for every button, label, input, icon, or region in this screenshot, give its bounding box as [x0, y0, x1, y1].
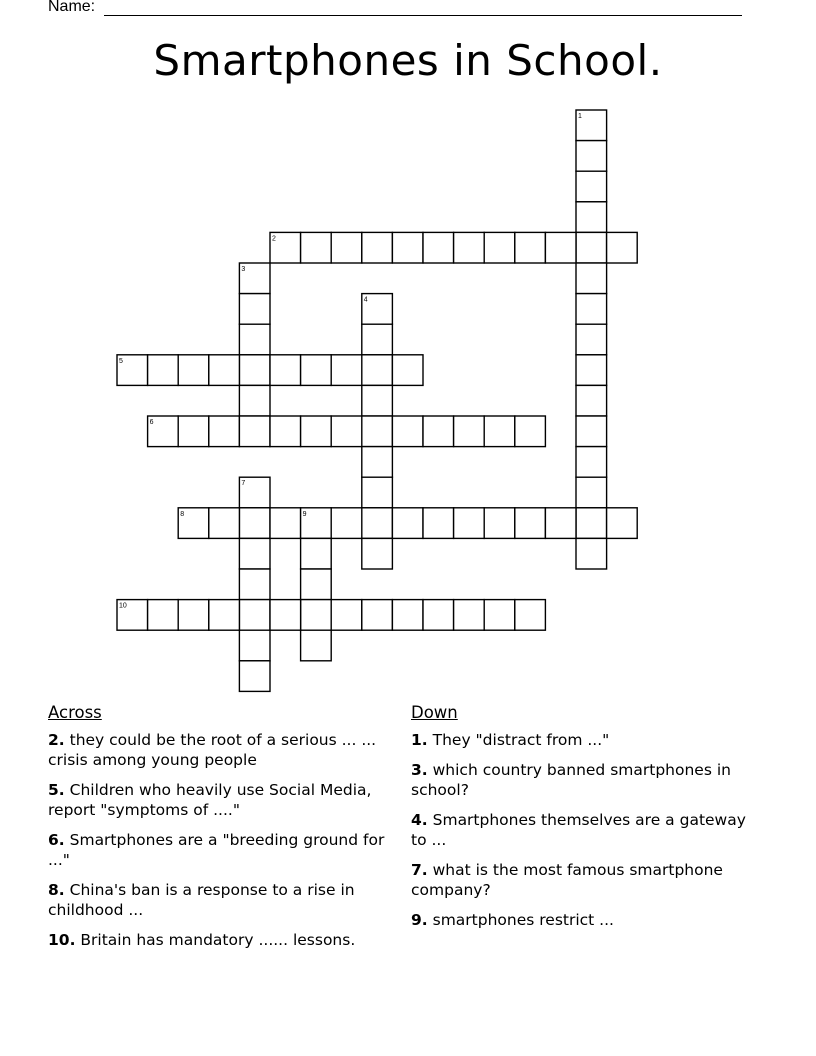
crossword-cell[interactable] [392, 416, 423, 447]
crossword-cell[interactable] [209, 355, 240, 386]
crossword-cell[interactable] [576, 385, 607, 416]
cell-number: 6 [149, 419, 154, 426]
crossword-cell[interactable] [423, 600, 454, 631]
crossword-cell[interactable] [454, 232, 485, 263]
crossword-cell[interactable] [576, 202, 607, 233]
crossword-cell[interactable] [331, 508, 362, 539]
across-clue-2: 2. they could be the root of a serious ... ... crisis among young people [48, 731, 377, 769]
crossword-cell[interactable] [362, 416, 393, 447]
cell-number: 7 [241, 480, 246, 488]
across-clue-6: 6. Smartphones are a "breeding ground for ..." [48, 831, 385, 869]
crossword-cell[interactable] [209, 508, 240, 539]
crossword-cell[interactable] [209, 416, 240, 447]
across-clue-10: 10. Britain has mandatory ...... lessons. [48, 931, 356, 949]
crossword-cell[interactable] [576, 416, 607, 447]
cell-number: 9 [302, 510, 307, 518]
crossword-cell[interactable] [576, 294, 607, 325]
crossword-cell[interactable] [331, 416, 362, 447]
crossword-cell[interactable] [301, 416, 332, 447]
down-heading: Down [411, 703, 458, 722]
crossword-cell[interactable] [576, 324, 607, 355]
crossword-cell[interactable] [270, 600, 301, 631]
crossword-cell[interactable] [362, 355, 393, 386]
crossword-cell[interactable] [576, 355, 607, 386]
crossword-cell[interactable] [576, 171, 607, 202]
cell-number: 2 [272, 235, 276, 243]
crossword-cell[interactable] [484, 600, 515, 631]
crossword-cell[interactable] [239, 294, 270, 325]
crossword-cell[interactable] [576, 538, 607, 569]
crossword-cell[interactable] [484, 508, 515, 539]
crossword-cell[interactable] [423, 416, 454, 447]
crossword-cell[interactable] [362, 385, 393, 416]
down-clue-4: 4. Smartphones themselves are a gateway to ... [411, 811, 746, 849]
across-clue-5: 5. Children who heavily use Social Media, report "symptoms of ...." [48, 781, 372, 819]
crossword-cell[interactable] [576, 141, 607, 172]
crossword-cell[interactable] [331, 232, 362, 263]
crossword-cell[interactable] [545, 232, 576, 263]
crossword-cell[interactable] [331, 600, 362, 631]
crossword-cell[interactable] [362, 508, 393, 539]
crossword-cell[interactable] [178, 600, 209, 631]
crossword-cell[interactable] [301, 600, 332, 631]
crossword-cell[interactable] [209, 600, 240, 631]
crossword-cell[interactable] [576, 477, 607, 508]
crossword-cell[interactable] [178, 355, 209, 386]
crossword-cell[interactable] [515, 416, 546, 447]
crossword-cell[interactable] [607, 232, 638, 263]
crossword-cell[interactable] [362, 477, 393, 508]
crossword-cell[interactable] [423, 232, 454, 263]
crossword-cell[interactable] [148, 600, 179, 631]
crossword-cell[interactable] [301, 538, 332, 569]
crossword-cell[interactable] [576, 232, 607, 263]
cell-number: 4 [363, 296, 368, 304]
crossword-cell[interactable] [545, 508, 576, 539]
across-clues [48, 703, 388, 960]
crossword-cell[interactable] [239, 324, 270, 355]
crossword-cell[interactable] [576, 263, 607, 294]
crossword-cell[interactable] [576, 447, 607, 478]
crossword-cell[interactable] [270, 416, 301, 447]
crossword-cell[interactable] [239, 538, 270, 569]
crossword-cell[interactable] [392, 508, 423, 539]
crossword-cell[interactable] [484, 416, 515, 447]
crossword-cell[interactable] [607, 508, 638, 539]
crossword-cell[interactable] [454, 508, 485, 539]
crossword-cell[interactable] [239, 661, 270, 692]
crossword-cell[interactable] [270, 355, 301, 386]
down-clue-7: 7. what is the most famous smartphone company? [411, 861, 723, 899]
crossword-cell[interactable] [239, 355, 270, 386]
crossword-cell[interactable] [362, 324, 393, 355]
cell-number: 8 [180, 510, 185, 518]
across-heading: Across [48, 703, 102, 722]
crossword-cell[interactable] [239, 385, 270, 416]
crossword-cell[interactable] [239, 600, 270, 631]
crossword-cell[interactable] [362, 447, 393, 478]
crossword-cell[interactable] [362, 232, 393, 263]
crossword-cell[interactable] [515, 600, 546, 631]
crossword-cell[interactable] [178, 416, 209, 447]
cell-number: 1 [578, 113, 582, 120]
down-clue-1: 1. They "distract from ..." [411, 731, 610, 749]
crossword-cell[interactable] [148, 355, 179, 386]
down-clue-3: 3. which country banned smartphones in school? [411, 761, 731, 799]
page-title: Smartphones in School. [153, 36, 663, 85]
crossword-cell[interactable] [515, 508, 546, 539]
crossword-cell[interactable] [576, 508, 607, 539]
down-clue-9: 9. smartphones restrict ... [411, 911, 614, 929]
cell-number: 3 [241, 266, 246, 273]
crossword-cell[interactable] [270, 508, 301, 539]
crossword-cell[interactable] [239, 416, 270, 447]
crossword-cell[interactable] [301, 569, 332, 600]
crossword-cell[interactable] [239, 630, 270, 661]
crossword-cell[interactable] [454, 416, 485, 447]
crossword-cell[interactable] [392, 355, 423, 386]
name-label: Name: [48, 0, 96, 15]
crossword-cell[interactable] [362, 538, 393, 569]
crossword-cell[interactable] [515, 232, 546, 263]
cell-number: 10 [119, 602, 127, 610]
crossword-cell[interactable] [239, 569, 270, 600]
crossword-cell[interactable] [454, 600, 485, 631]
across-clue-8: 8. China's ban is a response to a rise in childhood ... [48, 881, 355, 919]
cell-number: 5 [119, 357, 123, 365]
crossword-cell[interactable] [301, 232, 332, 263]
crossword-cell[interactable] [301, 355, 332, 386]
crossword-cell[interactable] [423, 508, 454, 539]
crossword-cell[interactable] [239, 508, 270, 539]
crossword-cell[interactable] [484, 232, 515, 263]
down-clues [411, 703, 751, 940]
crossword-cell[interactable] [362, 600, 393, 631]
crossword-cell[interactable] [392, 232, 423, 263]
crossword-cell[interactable] [301, 630, 332, 661]
crossword-cell[interactable] [331, 355, 362, 386]
crossword-cell[interactable] [392, 600, 423, 631]
